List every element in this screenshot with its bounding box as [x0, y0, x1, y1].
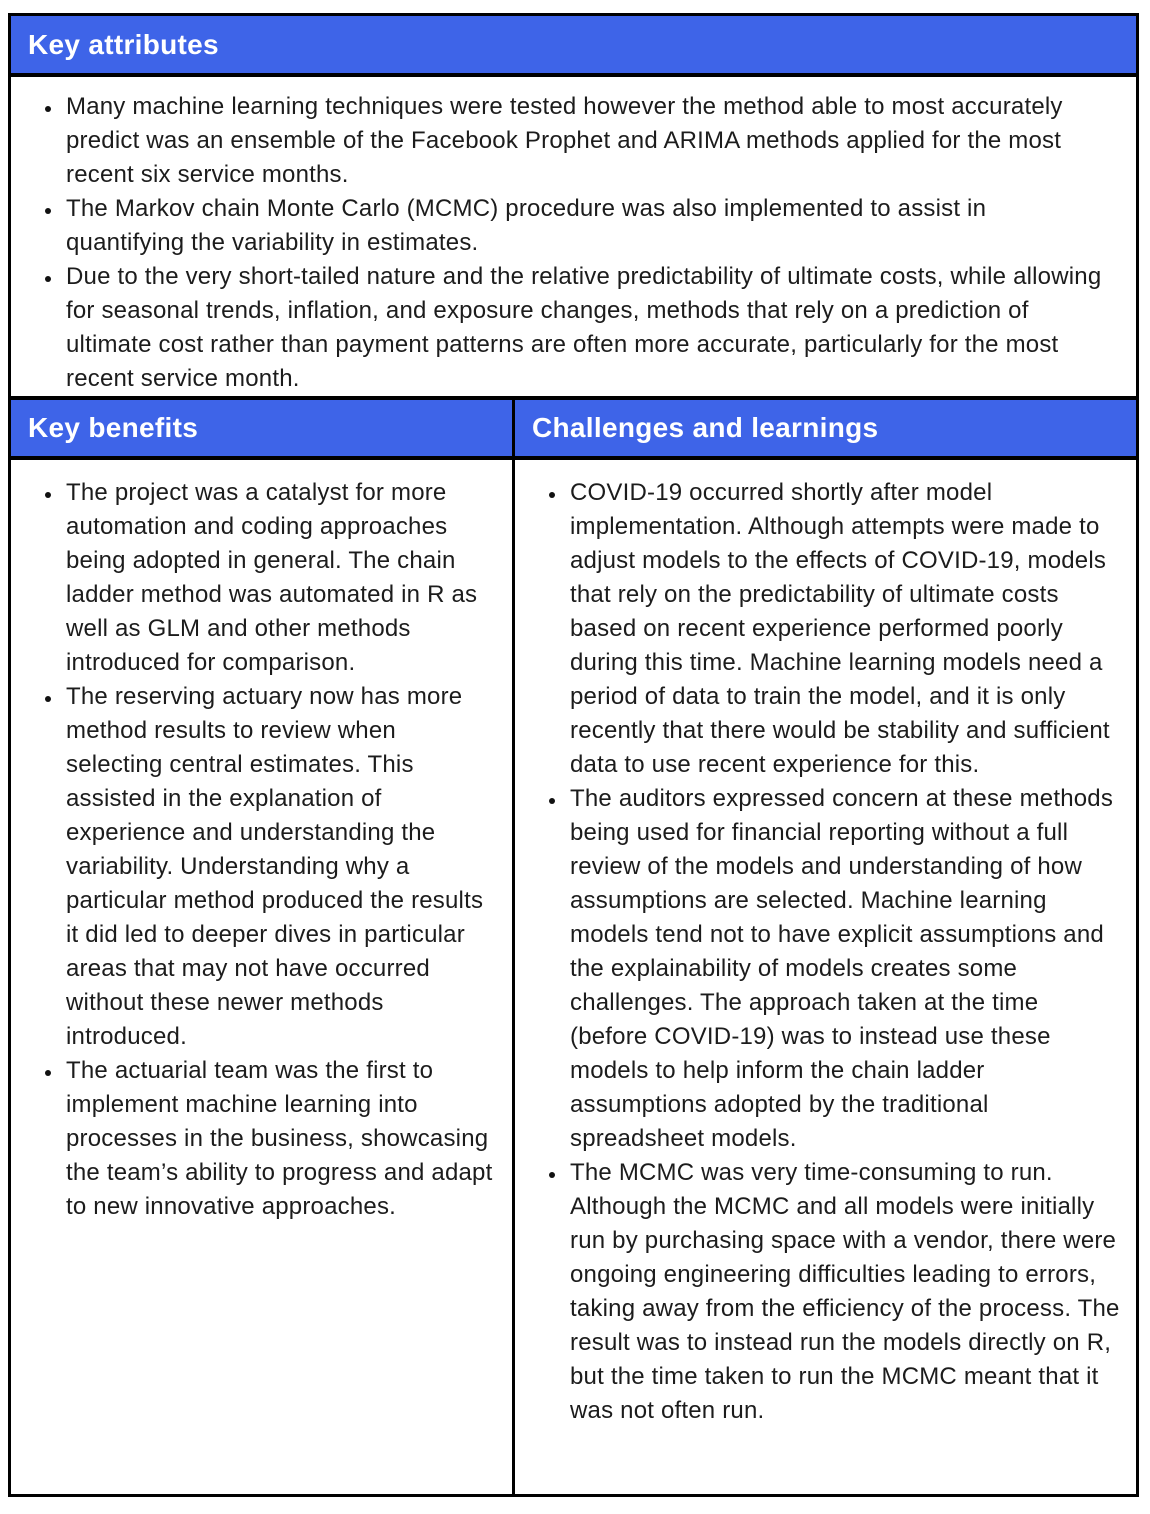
bullet-item: • COVID-19 occurred shortly after model implementation. Although attempts were made to adjust models to the effects of COVID-19, models that rely on the predictability of ultimate costs based on recent experience performed poorly during this time. Machine learning models need a period of data to train the model, and it is only recently that there would be stability and sufficient data to use recent experience for this.	[567, 476, 1122, 782]
bullet-item: • Many machine learning techniques were tested however the method able to most accurately predict was an ensemble of the Facebook Prophet and ARIMA methods applied for the most recent six service months.	[63, 90, 1110, 192]
bullet-item: • The actuarial team was the first to implement machine learning into processes in the business, showcasing the team’s ability to progress and adapt to new innovative approaches.	[63, 1054, 498, 1224]
document-table	[8, 13, 1139, 1497]
two-column-body	[11, 460, 1136, 1494]
challenges-column	[512, 460, 1136, 1494]
key-benefits-title: Key benefits	[28, 412, 199, 443]
key-attributes-bullet-list	[11, 90, 1136, 396]
bullet-item: • The auditors expressed concern at these methods being used for financial reporting without a full review of the models and understanding of how assumptions are selected. Machine learning models tend not to have explicit assumptions and the explainability of models creates some challenges. The approach taken at the time (before COVID-19) was to instead use these models to help inform the chain ladder assumptions adopted by the traditional spreadsheet models.	[567, 782, 1122, 1156]
bullet-item: • The project was a catalyst for more automation and coding approaches being adopted in general. The chain ladder method was automated in R as well as GLM and other methods introduced for comparison.	[63, 476, 498, 680]
bullet-item: • The reserving actuary now has more method results to review when selecting central estimates. This assisted in the explanation of experience and understanding the variability. Understanding why a particular method produced the results it did led to deeper dives in particular areas that may not have occurred without these newer methods introduced.	[63, 680, 498, 1054]
key-benefits-column	[11, 460, 512, 1494]
challenges-header-cell	[512, 400, 1136, 460]
key-attributes-section	[11, 77, 1136, 400]
key-benefits-bullet-list	[11, 476, 512, 1224]
key-attributes-header-bar	[11, 16, 1136, 77]
challenges-bullet-list	[515, 476, 1136, 1428]
two-column-header-row	[11, 400, 1136, 460]
bullet-item: • Due to the very short-tailed nature and the relative predictability of ultimate costs, while allowing for seasonal trends, inflation, and exposure changes, methods that rely on a prediction of ultimate cost rather than payment patterns are often more accurate, particularly for the most recent service month.	[63, 260, 1110, 396]
bullet-item: • The Markov chain Monte Carlo (MCMC) procedure was also implemented to assist in quantifying the variability in estimates.	[63, 192, 1110, 260]
challenges-title: Challenges and learnings	[532, 412, 879, 443]
key-attributes-title: Key attributes	[28, 28, 219, 60]
bullet-item: • The MCMC was very time-consuming to run. Although the MCMC and all models were initially run by purchasing space with a vendor, there were ongoing engineering difficulties leading to errors, taking away from the efficiency of the process. The result was to instead run the models directly on R, but the time taken to run the MCMC meant that it was not often run.	[567, 1156, 1122, 1428]
key-benefits-header-cell	[11, 400, 512, 460]
